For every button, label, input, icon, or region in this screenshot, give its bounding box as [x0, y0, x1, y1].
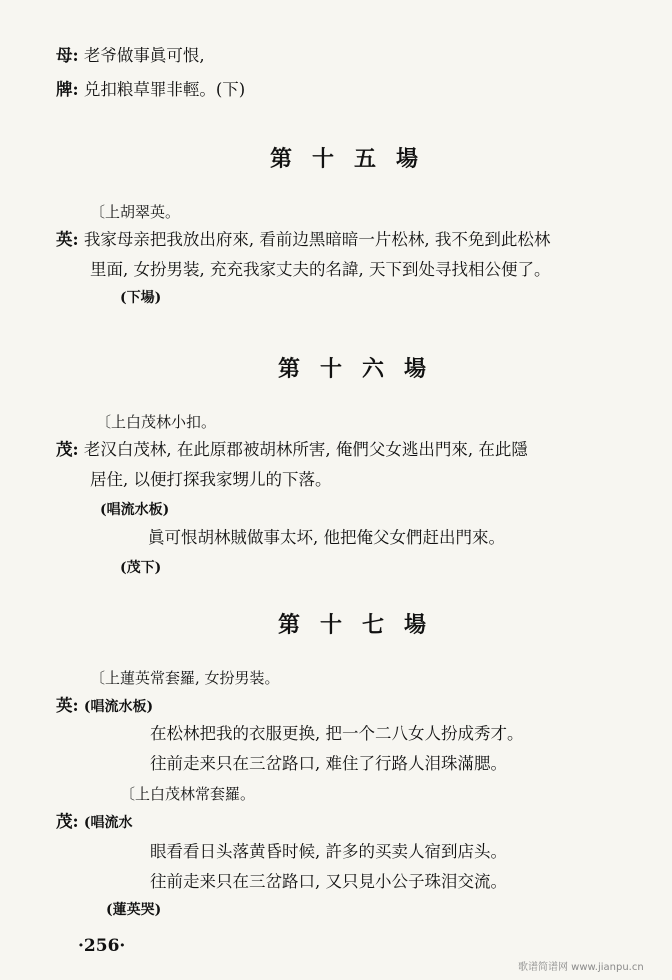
lyric-line: 往前走来只在三岔路口, 又只見小公子珠泪交流。	[150, 872, 507, 891]
lyric-line: 在松林把我的衣服更换, 把一个二八女人扮成秀才。	[150, 724, 524, 743]
line-ying-2	[56, 694, 153, 719]
scene-heading-17: 第十七場	[278, 612, 447, 638]
speaker-label: 茂:	[56, 440, 79, 459]
line-ying	[56, 228, 550, 252]
dialogue-text: 老爷做事眞可恨,	[83, 46, 205, 65]
line-mao	[56, 438, 528, 462]
stage-direction: 〔上白茂林常套羅。	[120, 785, 256, 803]
stage-direction: (茂下)	[120, 560, 162, 576]
speaker-label: 英:	[56, 696, 79, 715]
scene-heading-15: 第十五場	[270, 146, 439, 172]
dialogue-text: 兑扣粮草罪非輕。(下)	[83, 80, 246, 99]
dialogue-text: 老汉白茂林, 在此原郡被胡林所害, 俺們父女逃出門來, 在此隱	[83, 440, 528, 459]
stage-direction: (下場)	[120, 290, 162, 306]
line-mao-2	[56, 810, 132, 835]
watermark: 歌谱简谱网 www.jianpu.cn	[518, 962, 644, 973]
dialogue-continuation: 里面, 女扮男装, 充充我家丈夫的名諱, 天下到处寻找相公便了。	[90, 260, 551, 279]
speaker-label: 牌:	[56, 80, 79, 99]
lyric-line: 眼看看日头落黄昏时候, 許多的买卖人宿到店头。	[150, 842, 507, 861]
line-mother	[56, 44, 205, 68]
speaker-label: 母:	[56, 46, 79, 65]
dialogue-text: 我家母亲把我放出府來, 看前边黑暗暗一片松林, 我不免到此松林	[83, 230, 551, 249]
page-number: ·256·	[78, 936, 126, 956]
stage-direction: (蓮英哭)	[106, 902, 162, 918]
scene-heading-16: 第十六場	[278, 356, 447, 382]
lyric-line: 往前走来只在三岔路口, 难住了行路人泪珠滿腮。	[150, 754, 507, 773]
speaker-label: 英:	[56, 230, 79, 249]
stage-direction: 〔上胡翠英。	[90, 203, 181, 221]
dialogue-continuation: 居住, 以便打探我家甥儿的下落。	[90, 470, 332, 489]
stage-direction: 〔上白茂林小扣。	[96, 413, 217, 431]
speaker-label: 茂:	[56, 812, 79, 831]
stage-direction: 〔上蓮英常套羅, 女扮男装。	[90, 669, 280, 687]
singing-direction: (唱流水	[83, 815, 133, 831]
lyric-line: 眞可恨胡林賊做事太坏, 他把俺父女們赶出門來。	[148, 528, 505, 547]
line-pai	[56, 78, 245, 102]
singing-direction: (唱流水板)	[83, 699, 154, 715]
singing-direction: (唱流水板)	[100, 502, 170, 518]
